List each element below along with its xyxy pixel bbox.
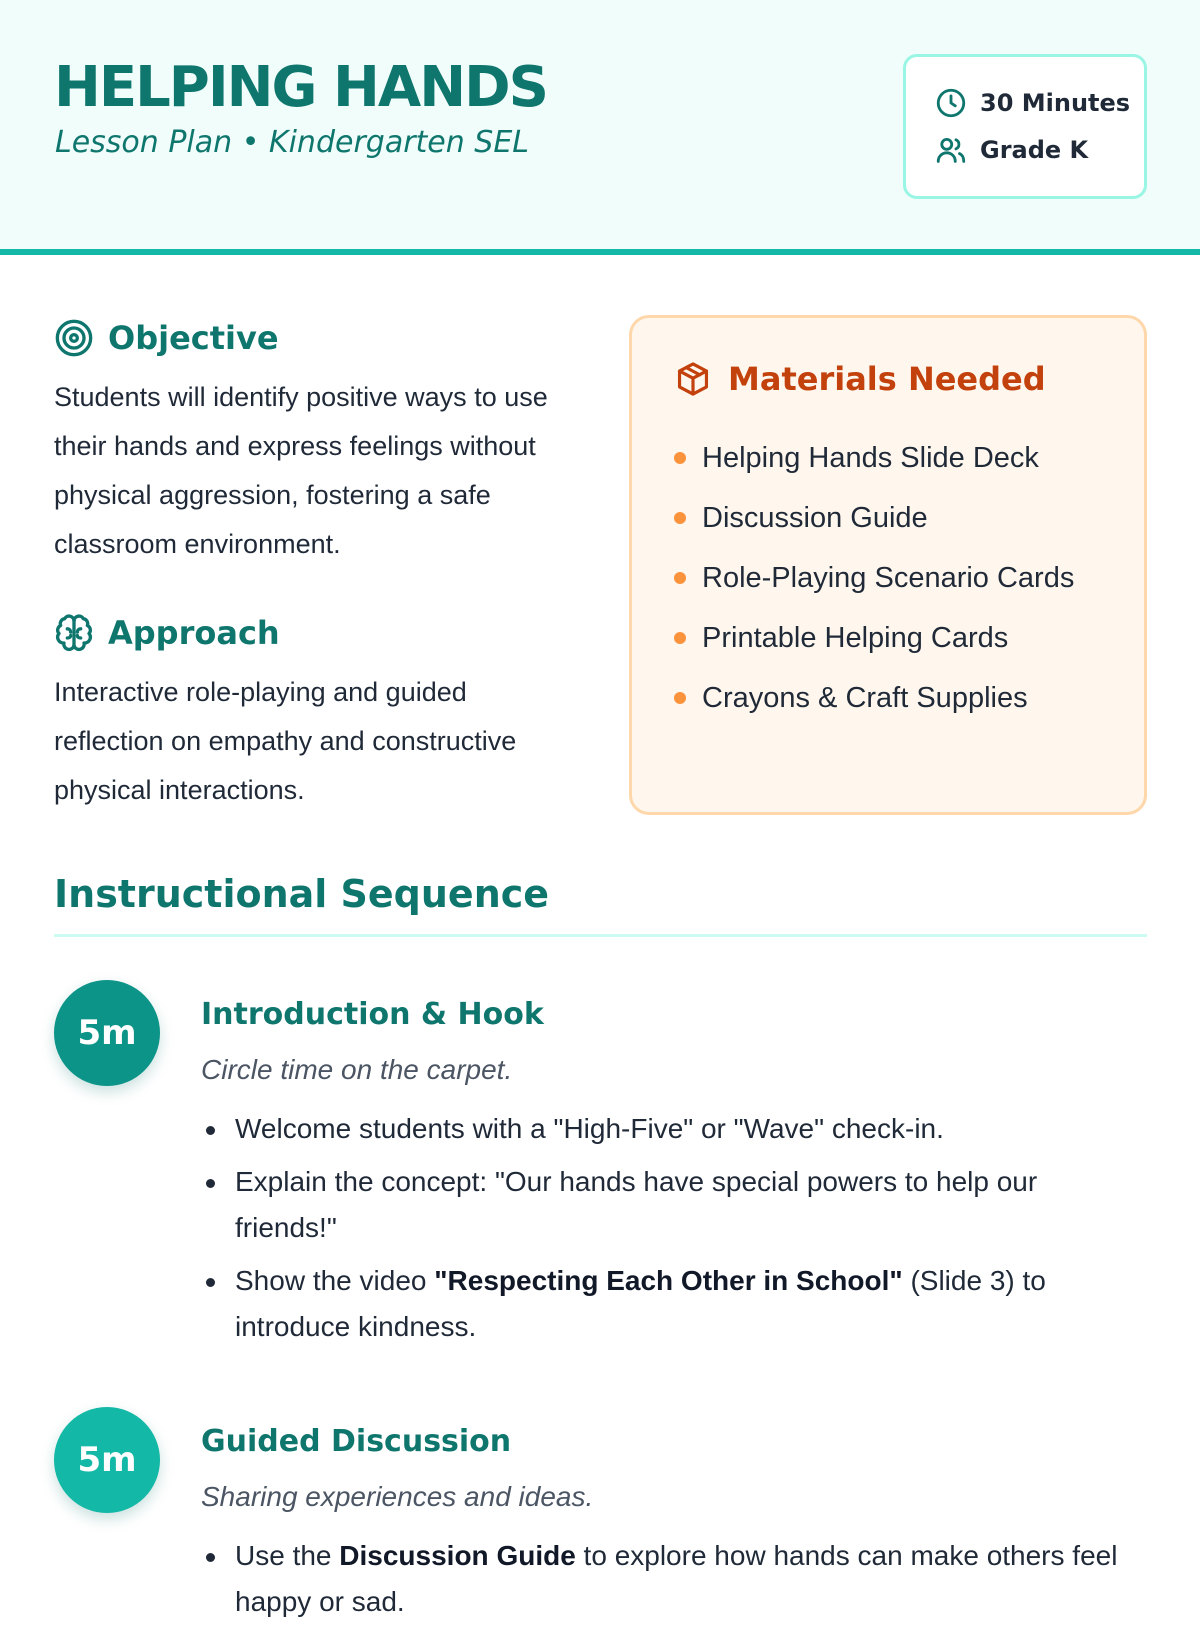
bullet-dot	[674, 512, 686, 524]
materials-item: Helping Hands Slide Deck	[674, 428, 1074, 488]
step-bullet-list	[201, 1533, 1121, 1632]
materials-heading: Materials Needed	[728, 360, 1046, 398]
bullet-dot	[674, 452, 686, 464]
step-bullet: Show the video "Respecting Each Other in School" (Slide 3) to introduce kindness.	[201, 1258, 1121, 1350]
objective-heading: Objective	[108, 319, 279, 357]
bullet-dot	[674, 632, 686, 644]
step-bullet: Welcome students with a "High-Five" or "Wave" check-in.	[201, 1106, 1121, 1152]
materials-heading-row	[674, 360, 1046, 398]
users-icon	[934, 133, 968, 167]
step-time-badge: 5m	[54, 980, 160, 1086]
step-subtitle: Sharing experiences and ideas.	[201, 1481, 594, 1512]
grade-row	[934, 132, 1144, 168]
approach-text: Interactive role-playing and guided reflection on empathy and constructive physical interactions.	[54, 677, 517, 805]
materials-item: Role-Playing Scenario Cards	[674, 548, 1074, 608]
target-icon	[54, 318, 94, 358]
duration-value: 30 Minutes	[980, 89, 1131, 117]
step-title: Introduction & Hook	[201, 997, 544, 1032]
approach-heading-row	[54, 613, 280, 653]
lesson-subtitle: Lesson Plan • Kindergarten SEL	[55, 125, 530, 160]
materials-item: Discussion Guide	[674, 488, 1074, 548]
lesson-meta-card	[903, 54, 1147, 199]
package-icon	[674, 360, 712, 398]
approach-heading: Approach	[108, 614, 280, 652]
objective-heading-row	[54, 318, 279, 358]
sequence-divider	[54, 934, 1147, 937]
step-bullet-list	[201, 1106, 1121, 1357]
step-bullet: Use the Discussion Guide to explore how hands can make others feel happy or sad.	[201, 1533, 1121, 1625]
lesson-title: HELPING HANDS	[54, 55, 547, 120]
duration-row	[934, 85, 1144, 121]
grade-value: Grade K	[980, 136, 1089, 164]
clock-icon	[934, 86, 968, 120]
step-time-badge: 5m	[54, 1407, 160, 1513]
sequence-heading: Instructional Sequence	[54, 872, 550, 916]
bullet-dot	[674, 572, 686, 584]
materials-item: Crayons & Craft Supplies	[674, 668, 1074, 728]
step-subtitle: Circle time on the carpet.	[201, 1054, 513, 1085]
objective-text: Students will identify positive ways to use their hands and express feelings without physical aggression, fostering a safe classroom environment.	[54, 382, 548, 559]
step-bullet: Explain the concept: "Our hands have special powers to help our friends!"	[201, 1159, 1121, 1251]
lesson-header	[0, 0, 1200, 255]
materials-item: Printable Helping Cards	[674, 608, 1074, 668]
materials-card	[629, 315, 1147, 815]
brain-icon	[54, 613, 94, 653]
materials-list	[674, 428, 1074, 728]
step-title: Guided Discussion	[201, 1424, 512, 1459]
bullet-dot	[674, 692, 686, 704]
